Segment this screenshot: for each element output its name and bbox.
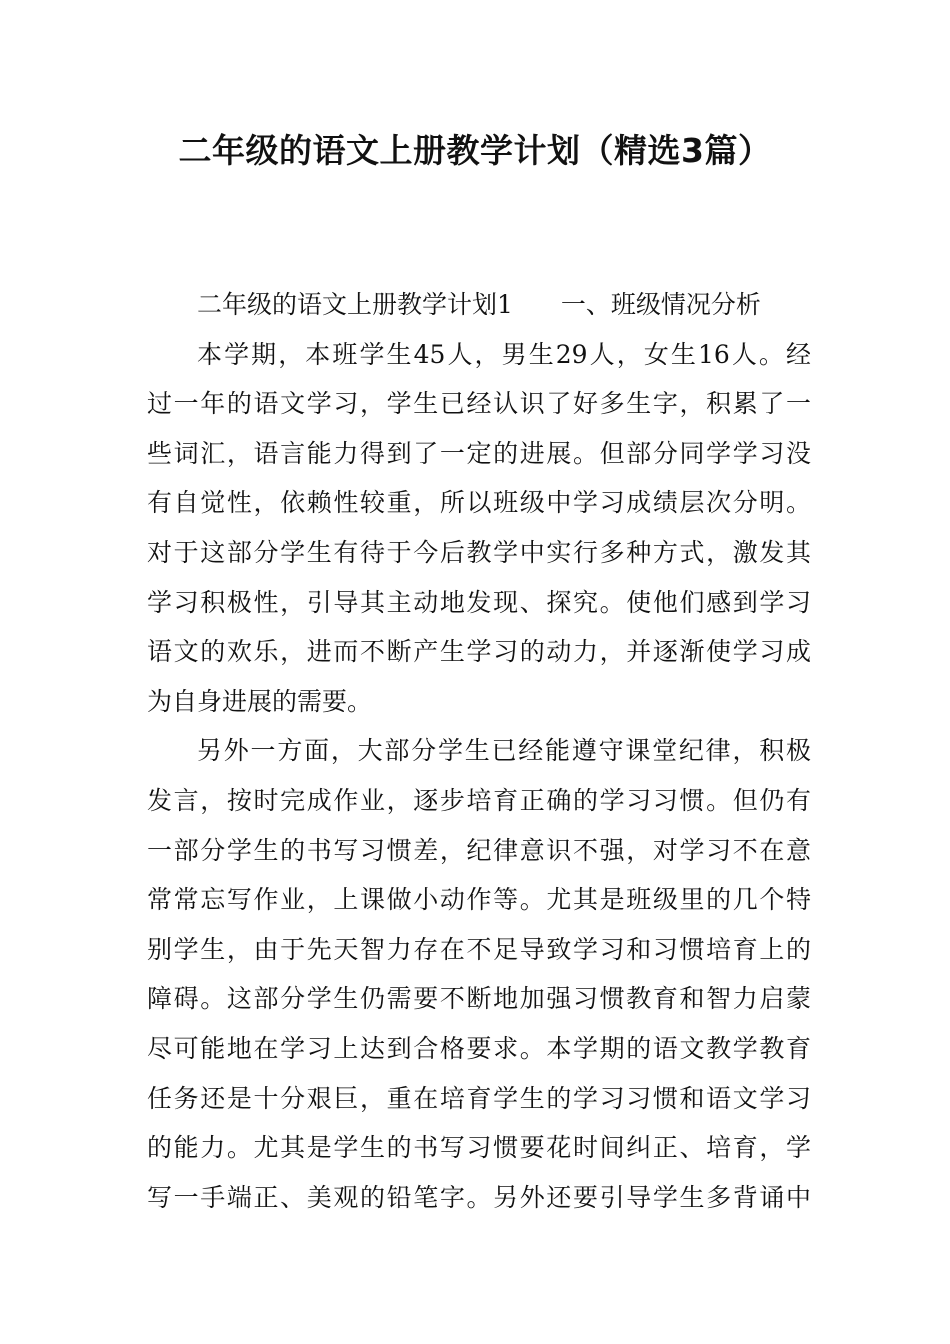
paragraph-line: 为自身进展的需要。 — [147, 686, 373, 716]
paragraph-line: 发言，按时完成作业，逐步培育正确的学习习惯。但仍有 — [147, 785, 811, 815]
document-title: 二年级的语文上册教学计划（精选3篇） — [178, 131, 772, 170]
paragraph-line: 本学期，本班学生45人，男生29人，女生16人。经 — [197, 339, 811, 369]
paragraph-line: 写一手端正、美观的铅笔字。另外还要引导学生多背诵中 — [147, 1182, 811, 1212]
paragraph-line: 常常忘写作业，上课做小动作等。尤其是班级里的几个特 — [147, 885, 811, 915]
paragraph-line: 别学生，由于先天智力存在不足导致学习和习惯培育上的 — [147, 934, 811, 964]
paragraph-line: 有自觉性，依赖性较重，所以班级中学习成绩层次分明。 — [147, 488, 811, 518]
paragraph-line: 另外一方面，大部分学生已经能遵守课堂纪律，积极 — [197, 736, 811, 766]
paragraph-line: 任务还是十分艰巨，重在培育学生的学习习惯和语文学习 — [147, 1083, 811, 1113]
paragraph-line: 语文的欢乐，进而不断产生学习的动力，并逐渐使学习成 — [147, 637, 811, 667]
plan-heading: 二年级的语文上册教学计划1 — [197, 290, 513, 319]
paragraph-line: 学习积极性，引导其主动地发现、探究。使他们感到学习 — [147, 587, 811, 617]
paragraph-line: 对于这部分学生有待于今后教学中实行多种方式，激发其 — [147, 537, 811, 567]
section-heading: 一、班级情况分析 — [560, 290, 761, 319]
document-body — [147, 280, 811, 1222]
paragraph-line: 些词汇，语言能力得到了一定的进展。但部分同学学习没 — [147, 438, 811, 468]
paragraph-line: 过一年的语文学习，学生已经认识了好多生字，积累了一 — [147, 389, 811, 419]
paragraph-line: 的能力。尤其是学生的书写习惯要花时间纠正、培育，学 — [147, 1133, 811, 1163]
paragraph-line: 尽可能地在学习上达到合格要求。本学期的语文教学教育 — [147, 1033, 811, 1063]
paragraph-line: 一部分学生的书写习惯差，纪律意识不强，对学习不在意 — [147, 835, 811, 865]
paragraph-line: 障碍。这部分学生仍需要不断地加强习惯教育和智力启蒙 — [147, 984, 811, 1014]
plan-heading-line — [147, 280, 811, 330]
paragraph-2 — [147, 726, 811, 1222]
paragraph-1 — [147, 330, 811, 727]
